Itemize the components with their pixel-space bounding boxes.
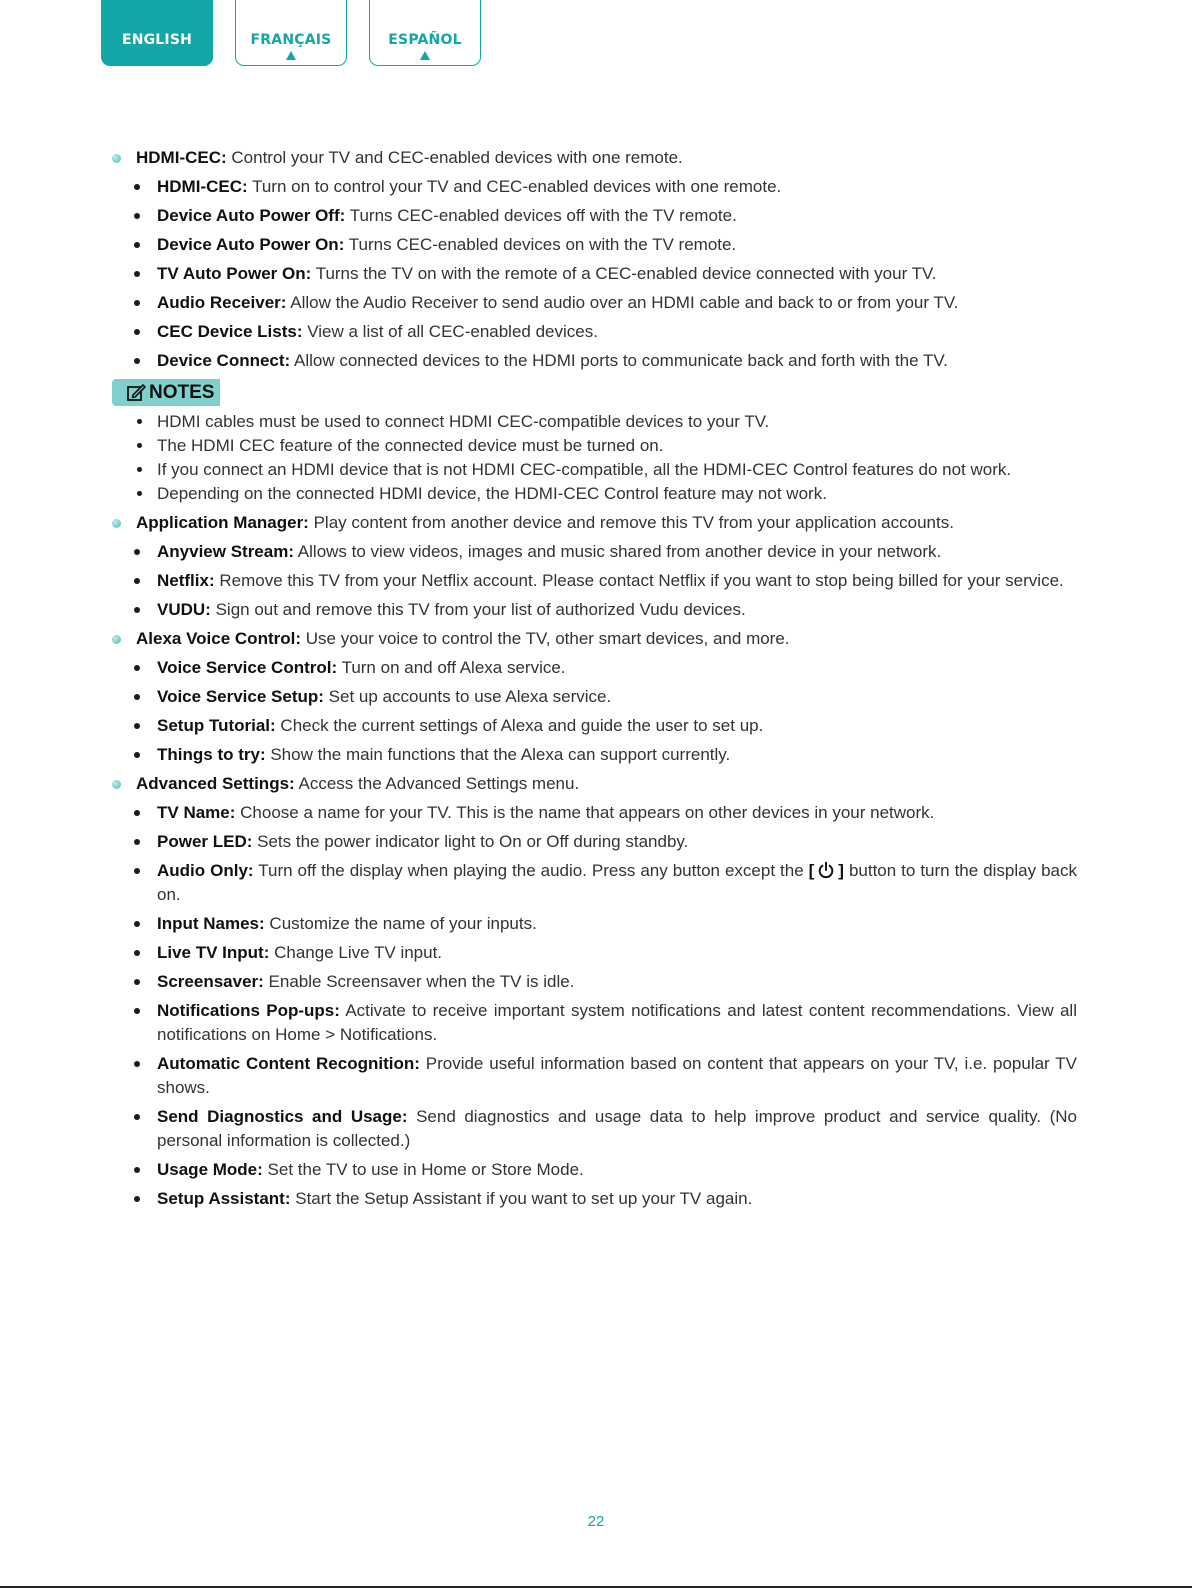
list-item [111, 175, 1077, 199]
item-description: Allows to view videos, images and music shared from another device in your network. [297, 541, 942, 561]
bullet-icon [134, 184, 140, 190]
list-item [111, 291, 1077, 315]
item-description: Turns CEC-enabled devices on with the TV remote. [348, 235, 737, 254]
item-description: Show the main functions that the Alexa can support currently. [270, 744, 731, 764]
item-description: Change Live TV input. [274, 942, 443, 962]
list-item [111, 941, 1077, 965]
bullet-dot-icon [112, 519, 121, 528]
list-item [111, 320, 1077, 344]
item-description: Set the TV to use in Home or Store Mode. [267, 1159, 584, 1179]
notes-label: NOTES [149, 381, 215, 403]
item-term: Usage Mode: [157, 1159, 263, 1179]
bullet-icon [134, 1008, 140, 1014]
item-description: Turn on and off Alexa service. [341, 657, 566, 677]
list-item [111, 569, 1077, 593]
bullet-icon [134, 549, 140, 555]
list-item [111, 656, 1077, 680]
tab-francais-label: FRANÇAIS [250, 32, 332, 48]
item-description: Enable Screensaver when the TV is idle. [268, 971, 575, 991]
list-item [111, 262, 1077, 286]
bullet-icon [137, 491, 142, 496]
bullet-dot-icon [112, 635, 121, 644]
section-application-manager [111, 511, 1077, 535]
bullet-icon [134, 810, 140, 816]
tab-espanol-label: ESPAÑOL [388, 32, 462, 48]
bullet-icon [134, 665, 140, 671]
list-item [111, 204, 1077, 228]
bullet-icon [134, 300, 140, 306]
bullet-icon [137, 443, 142, 448]
item-description: Check the current settings of Alexa and guide the user to set up. [280, 715, 764, 735]
item-description: Customize the name of your inputs. [269, 913, 537, 933]
bullet-icon [137, 467, 142, 472]
item-term: Anyview Stream: [157, 541, 294, 561]
bracket-close: ] [838, 860, 844, 880]
item-term: Setup Tutorial: [157, 715, 276, 735]
item-term: HDMI-CEC: [157, 177, 248, 196]
list-item [111, 1052, 1077, 1100]
item-term: Voice Service Setup: [157, 686, 324, 706]
item-term: Automatic Content Recognition: [157, 1053, 420, 1073]
item-term: Audio Receiver: [157, 293, 287, 312]
list-item [111, 743, 1077, 767]
item-term: Things to try: [157, 744, 266, 764]
list-item [111, 859, 1077, 907]
item-description: Turns CEC-enabled devices off with the TV remote. [349, 206, 737, 225]
item-description: Activate to receive important system notifications and latest content recommendations. View all notifications on Home > Notifications. [157, 1000, 1077, 1044]
item-term: Notifications Pop-ups: [157, 1000, 340, 1020]
note-text: If you connect an HDMI device that is not HDMI CEC-compatible, all the HDMI-CEC Control features do not work. [157, 459, 1012, 479]
tab-english[interactable] [101, 0, 213, 66]
section-title: Alexa Voice Control: [136, 628, 301, 648]
item-description: Turns the TV on with the remote of a CEC-enabled device connected with your TV. [315, 264, 937, 283]
tab-francais[interactable] [235, 0, 347, 66]
section-description: Play content from another device and remove this TV from your application accounts. [313, 512, 954, 532]
bullet-dot-icon [112, 780, 121, 789]
bullet-icon [134, 329, 140, 335]
bullet-icon [134, 271, 140, 277]
section-title: HDMI-CEC: [136, 148, 227, 167]
item-description: Set up accounts to use Alexa service. [328, 686, 612, 706]
item-description: Send diagnostics and usage data to help improve product and service quality. (No personal information is collected.) [157, 1106, 1077, 1150]
notes-list [111, 410, 1077, 506]
list-item [111, 1158, 1077, 1182]
item-description: Remove this TV from your Netflix account. Please contact Netflix if you want to stop being billed for your service. [219, 570, 1064, 590]
item-term: Screensaver: [157, 971, 264, 991]
bullet-icon [134, 752, 140, 758]
list-item [111, 1105, 1077, 1153]
item-description: Turn on to control your TV and CEC-enabled devices with one remote. [252, 177, 782, 196]
item-term: TV Name: [157, 802, 236, 822]
power-icon [817, 861, 835, 879]
bullet-icon [134, 950, 140, 956]
item-term: Device Auto Power On: [157, 235, 345, 254]
list-item [111, 540, 1077, 564]
list-item [111, 801, 1077, 825]
note-text: Depending on the connected HDMI device, the HDMI-CEC Control feature may not work. [157, 483, 827, 503]
item-term: Setup Assistant: [157, 1188, 291, 1208]
item-term: Device Connect: [157, 351, 291, 370]
item-term: CEC Device Lists: [157, 322, 303, 341]
item-term: Live TV Input: [157, 942, 270, 962]
item-term: Send Diagnostics and Usage: [157, 1106, 408, 1126]
page-number: 22 [587, 1513, 605, 1530]
item-term: VUDU: [157, 599, 211, 619]
item-description: Allow connected devices to the HDMI ports to communicate back and forth with the TV. [294, 351, 948, 370]
list-item [111, 598, 1077, 622]
bullet-icon [134, 1114, 140, 1120]
list-item [111, 233, 1077, 257]
item-description: Provide useful information based on content that appears on your TV, i.e. popular TV shows. [157, 1053, 1077, 1097]
bullet-icon [134, 921, 140, 927]
note-item [111, 482, 1077, 506]
item-term: Input Names: [157, 913, 265, 933]
bullet-icon [134, 578, 140, 584]
bullet-icon [134, 358, 140, 364]
bullet-icon [134, 213, 140, 219]
section-title: Application Manager: [136, 512, 309, 532]
list-item [111, 349, 1077, 373]
bullet-icon [134, 839, 140, 845]
section-description: Use your voice to control the TV, other smart devices, and more. [305, 628, 790, 648]
note-edit-icon [126, 383, 146, 403]
item-term: Voice Service Control: [157, 657, 338, 677]
item-term: TV Auto Power On: [157, 264, 312, 283]
bullet-dot-icon [112, 154, 121, 163]
note-item [111, 458, 1077, 482]
item-term: Power LED: [157, 831, 253, 851]
item-description-after: button to turn the display back on. [157, 860, 1077, 904]
bracket-open: [ [808, 860, 815, 880]
section-alexa-voice-control [111, 627, 1077, 651]
list-item [111, 830, 1077, 854]
bullet-icon [134, 1196, 140, 1202]
section-advanced-settings [111, 772, 1077, 796]
note-text: The HDMI CEC feature of the connected device must be turned on. [157, 435, 664, 455]
section-title: Advanced Settings: [136, 773, 295, 793]
bullet-icon [134, 1167, 140, 1173]
item-description: Sets the power indicator light to On or Off during standby. [257, 831, 689, 851]
notes-badge [112, 379, 220, 406]
note-item [111, 434, 1077, 458]
triangle-up-icon [286, 51, 296, 60]
bullet-icon [134, 242, 140, 248]
section-description: Access the Advanced Settings menu. [298, 773, 580, 793]
triangle-up-icon [420, 51, 430, 60]
item-description: View a list of all CEC-enabled devices. [307, 322, 598, 341]
item-term: Device Auto Power Off: [157, 206, 346, 225]
bullet-icon [134, 694, 140, 700]
manual-content [111, 141, 1077, 1211]
note-item [111, 410, 1077, 434]
list-item [111, 1187, 1077, 1211]
item-description-before: Turn off the display when playing the audio. Press any button except the [258, 860, 804, 880]
bullet-icon [137, 419, 142, 424]
item-term: Audio Only: [157, 860, 254, 880]
tab-english-label: ENGLISH [121, 32, 193, 48]
section-hdmi-cec [111, 146, 1077, 170]
list-item [111, 912, 1077, 936]
list-item [111, 999, 1077, 1047]
item-term: Netflix: [157, 570, 215, 590]
item-description: Start the Setup Assistant if you want to set up your TV again. [295, 1188, 753, 1208]
bullet-icon [134, 607, 140, 613]
list-item [111, 685, 1077, 709]
note-text: HDMI cables must be used to connect HDMI CEC-compatible devices to your TV. [157, 411, 770, 431]
item-description: Sign out and remove this TV from your list of authorized Vudu devices. [215, 599, 746, 619]
list-item [111, 714, 1077, 738]
tab-espanol[interactable] [369, 0, 481, 66]
bullet-icon [134, 868, 140, 874]
bullet-icon [134, 723, 140, 729]
bullet-icon [134, 979, 140, 985]
item-description: Choose a name for your TV. This is the name that appears on other devices in your network. [240, 802, 935, 822]
list-item [111, 970, 1077, 994]
bullet-icon [134, 1061, 140, 1067]
item-description: Allow the Audio Receiver to send audio over an HDMI cable and back to or from your TV. [290, 293, 959, 312]
section-description: Control your TV and CEC-enabled devices with one remote. [231, 148, 683, 167]
